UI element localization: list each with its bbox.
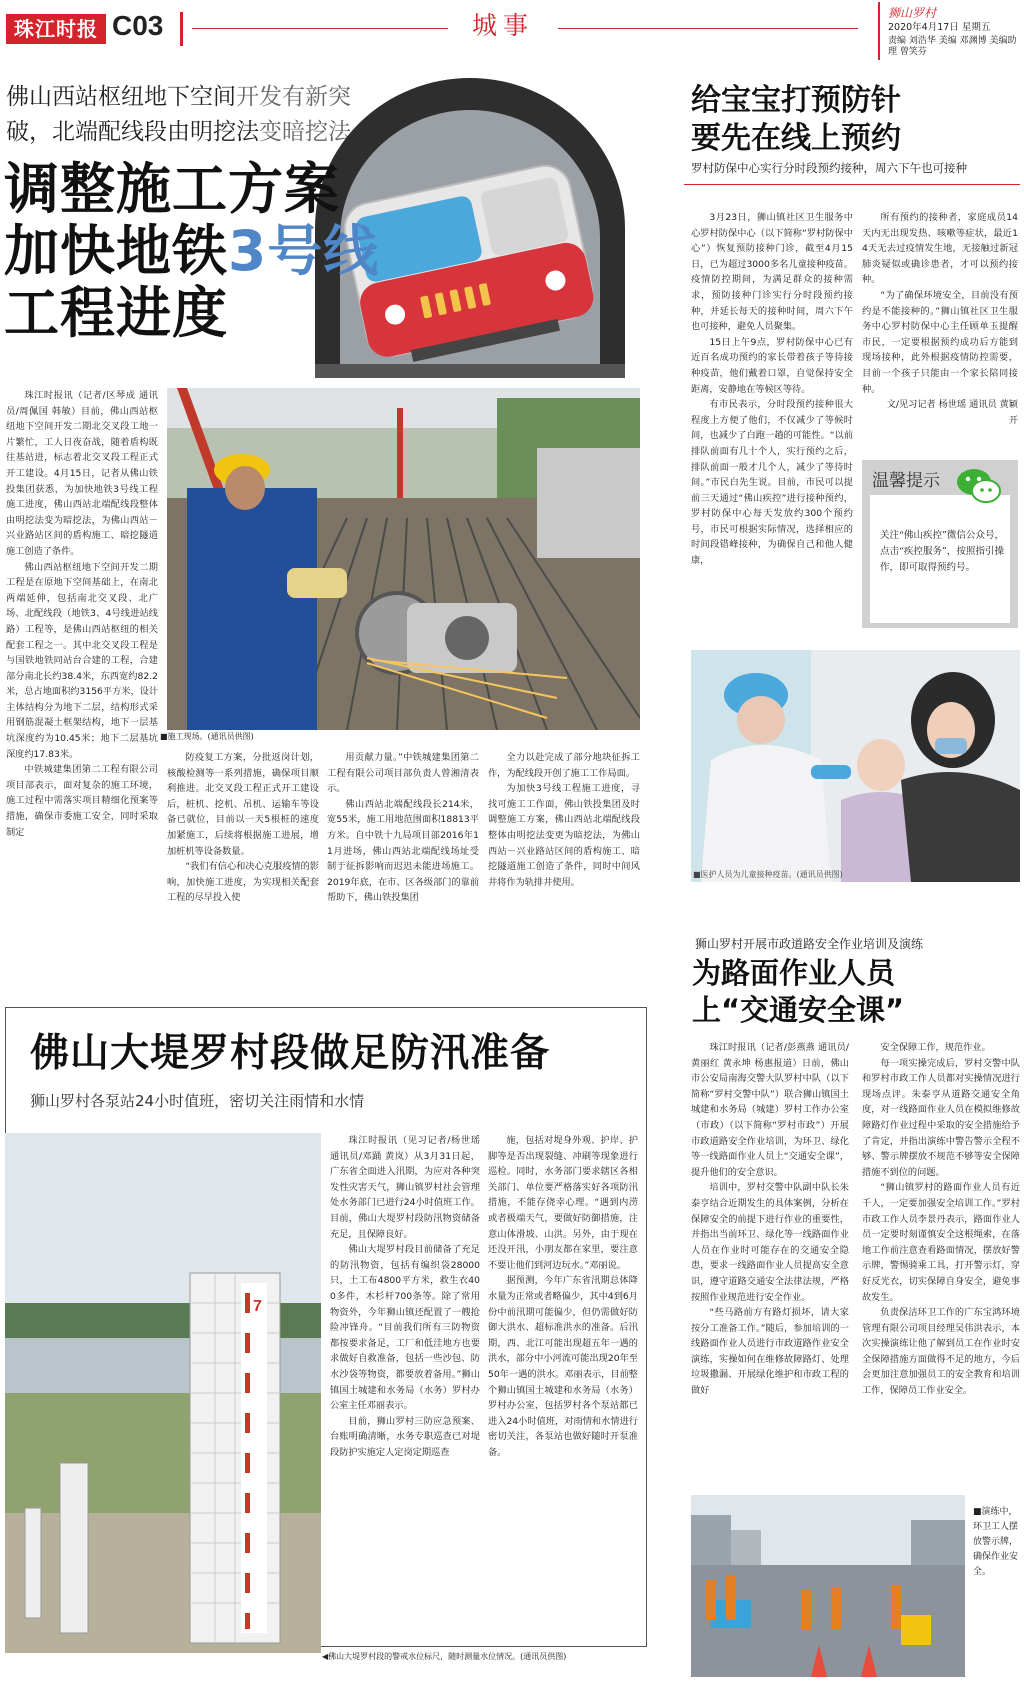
photo-caption: ■施工现场。(通讯员供图) [160,732,254,741]
paragraph: 佛山西站枢纽地下空间开发二期工程是在原地下空间基础上，在南北两端延伸，包括南北交叉段、北广场、北配线段（地铁3、4号线进站线路）工程等，是佛山西站枢纽的相关配套工程之一。其中北交叉段工程是与国铁地铁同站台合建的工程，合建部分南北长约38.4米，东西宽约82.2米，总占地面积约3156平方米，设计主体结构分为地下二层，结构形式采用钢筋混凝土框架结构，地下一层基坑深度约为10.45米；地下二层基坑深度约17.83米。 [6,561,158,760]
paragraph: “些马路前方有路灯损坏，请大家按分工准备工作。”随后，参加培训的一线路面作业人员进行市政道路作业安全演练，实操如何在维修故障路灯、处理垃圾撒漏、开展绿化维护和市政工程的做好 [691,1307,849,1397]
gauge-numeral: 7 [253,1298,262,1315]
photo-caption: ■医护人员为儿童接种疫苗。(通讯员供图) [693,870,843,879]
tip-text: 关注“佛山疾控”微信公众号，点击“疾控服务”，按照指引操作，即可取得预约号。 [880,530,1004,573]
lead-headline-line: 工程进度 [4,281,229,345]
lead-headline-part: 加快地铁 [4,219,229,283]
road-column-2 [862,1040,1020,1485]
wechat-icon [955,466,1003,506]
paragraph: 据预测，今年广东省汛期总体降水量为正常或者略偏少，其中4到6月份中前汛期可能偏少，但仍需做好防御大洪水、超标准洪水的准备。后汛期，西、北江可能出现超五年一遇的洪水，部分中小河流可能出现20年至50年一遇的洪水。邓丽表示，目前整个狮山镇国土城建和水务局（水务）罗村办公室，包括罗村各个泵站都已进入24小时值班，对雨情和水情进行密切关注，各泵站也做好随时开泵准备。 [488,1275,638,1458]
section-title: 城事 [448,8,558,44]
paragraph: 有市民表示，分时段预约接种很大程度上方便了他们，不仅减少了等候时间，也减少了白跑一趟的可能性。“以前排队前面有几十个人，实行预约之后，排队前面一般才几个人，减少了等待时间。”市民白先生说。目前，市民可以提前三天通过“佛山疾控”进行接种预约，罗村防保中心每天发放约300个预约号，市民可根据实际情况，选择相应的时间段错峰接种，为确保自己和他人健康， [691,399,853,567]
water-gauge-image [5,1133,321,1653]
flood-subheadline: 狮山罗村各泵站24小时值班，密切关注雨情和水情 [30,1092,365,1110]
paragraph: “为了确保环境安全，目前没有预约是不能接种的。”狮山镇社区卫生服务中心罗村防保中心主任顾单玉提醒市民，一定要根据预约成功后方能到现场接种，此外根据疫情防控需要，目前一个孩子只能由一个家长陪同接种。 [862,289,1018,395]
construction-site-photo [167,388,640,730]
water-gauge-photo [5,1133,321,1653]
paragraph: 每一项实操完成后，罗村交警中队和罗村市政工作人员都对实操情况进行现场点评。朱泰亨从道路交通安全角度，对一线路面作业人员在模拟维修故障路灯作业过程中采取的安全措施给予了肯定，并指出演练中警告警示全程不够、警示牌摆放不规范不够等安全保障措施不到位的问题。 [862,1057,1020,1178]
paragraph: 所有预约的接种者，家庭成员14天内无出现发热、咳嗽等症状，最近14天无去过疫情发生地，无接触过新冠肺炎疑似或确诊患者，才可以预约接种。 [862,212,1018,286]
photo-caption: ◀佛山大堤罗村段的警戒水位标尺，随时测量水位情况。(通讯员供图) [322,1652,567,1661]
masthead-divider [180,12,183,46]
flood-headline: 佛山大堤罗村段做足防汛准备 [30,1031,551,1076]
road-drill-photo [691,1495,965,1677]
issue-date: 2020年4月17日 星期五 [888,22,991,33]
paragraph: 施，包括对堤身外观、护岸、护脚等是否出现裂缝、冲刷等现象进行巡检。同时，水务部门要求辖区各相关部门、单位要严格落实好各项防汛措施，不能存侥幸心理。“遇到内涝或者极端天气，要做好防御措施，注意山体滑坡、山洪。另外，由于现在还没开汛，小朋友都在家里，要注意不要让他们到河边玩水。”邓丽说。 [488,1135,638,1271]
paragraph: 目前，狮山罗村三防应急预案、台账明确清晰，水务专职巡查已对堤段防护实施定人定岗定期巡查 [330,1415,480,1458]
construction-site-image [167,388,640,730]
paragraph: 全力以赴完成了部分地块征拆工作，为配线段开创了施工工作局面。 [488,752,640,779]
lead-headline [4,158,404,344]
paragraph: 珠江时报讯（记者/区琴成 通讯员/周佩国 韩敏）目前，佛山西站枢纽地下空间开发二期北交叉段工地一片繁忙，工人日夜奋战，随着盾构既往基站进，标志着北交叉段工程正式开工建设。4月15日，记者从佛山铁投集团获悉，为加快地铁3号线工程施工进度，佛山西站北端配线段整体由明挖法变为暗挖法，为佛山西站－兴业路站区间的盾构施工、暗挖隧道施工创造了条件。 [6,390,158,557]
paragraph: 中铁城建集团第二工程有限公司项目部表示，面对复杂的施工环境，施工过程中需落实项目精细化预案等措施，确保市委施工安全，同时采取制定 [6,764,158,838]
vaccine-subheadline: 罗村防保中心实行分时段预约接种，周六下午也可接种 [691,161,967,175]
vaccine-headline [691,82,1021,158]
paragraph: “我们有信心和决心克服疫情的影响，加快施工进度，为实现相关配套工程的尽早投入使 [167,861,319,904]
road-kicker: 狮山罗村开展市政道路安全作业培训及演练 [695,937,924,951]
road-headline-line: 上“交通安全课” [692,993,905,1027]
paragraph: 为加快3号线工程施工进度，寻找可施工工作面，佛山铁投集团及时调整施工方案，佛山西站北端配线段整体由明挖法变更为暗挖法，为佛山西站－兴业路站区间的盾构施工、暗挖隧道施工创造了条件，同时中间风井将作为轨排井使用。 [488,783,640,888]
paragraph: 安全保障工作，规范作业。 [880,1042,991,1053]
paragraph: 珠江时报讯（见习记者/杨世瑶 通讯员/邓踊 黄岚）从3月31日起，广东省全面进入汛期，为应对各种突发性灾害天气，狮山镇罗村社会管理处水务部门已进行24小时值班工作。目前，佛山大堤罗村段防汛物资储备充足，且保障良好。 [330,1135,480,1240]
paragraph: 佛山大堤罗村段目前储备了充足的防汛物资，包括有编织袋28000只，土工布4800平方米，救生衣400多件，木杉杆700条等。除了常用物资外，今年狮山镇还配置了一艘抢险冲锋舟。“目前我们所有三防物资都按要求备足，工厂和低洼地方也要求做好自救准备，包括一些沙包、防水沙袋等物资，都要放着备用。”狮山镇国土城建和水务局（水务）罗村办公室主任邓丽表示。 [330,1244,480,1412]
vaccine-rule [684,184,1020,185]
photo-caption: ■演练中，环卫工人摆放警示牌，确保作业安全。 [973,1507,1019,1577]
paragraph: 佛山西站北端配线段长214米，宽55米，施工用地范围面积18813平方米。自中铁十九局项目部2016年11月进场，佛山西站北端配线场址受制于征拆影响而迟迟未能进场施工。2019年底，在市、区各级部门的靠前帮助下，佛山铁投集团 [327,798,479,904]
paragraph: 负责保洁环卫工作的广东宝鸿环境管理有限公司项目经理吴伟洪表示，本次实操演练让他了解到员工在作业时安全保障措施方面做得不足的地方，今后会更加注意加强员工的安全教育和培训工作，保障员工作业安全。 [862,1307,1020,1397]
editor-credits: 责编 刘浩华 美编 邓渊博 美编助理 曾笑芬 [888,36,1017,57]
vaccine-column-2 [862,210,1018,450]
paragraph: 珠江时报讯（记者/彭燕燕 通讯员/黄丽红 黄永坤 杨惠报道）日前，佛山市公安局南海交警大队罗村中队（以下简称“罗村交警中队”）联合狮山镇国土城建和水务局（城建）罗村工作办公室（市政）（以下简称“罗村市政”）开展市政道路安全作业培训，为环卫、绿化等一线路面作业人员上“交通安全课”，提升他们的安全意识。 [691,1042,849,1178]
road-headline-line: 为路面作业人员 [692,956,896,990]
lead-headline-line [4,220,404,282]
paragraph: 15日上午9点，罗村防保中心已有近百名成功预约的家长带着孩子等待接种疫苗，他们戴着口罩，自觉保持安全距离，安静地在等候区等待。 [691,336,853,395]
edition-brand: 狮山罗村 [888,6,937,20]
road-column-1 [691,1040,849,1485]
lead-column-1 [6,388,158,934]
lead-column-4 [488,750,640,934]
vaccine-column-1 [691,210,853,640]
paragraph: 防疫复工方案，分批返岗计划，核酸检测等一系列措施，确保项目顺利推进。北交叉段工程正式开工建设后，桩机、挖机、吊机、运输车等设备已就位，目前以一天5根桩的速度加紧施工，后续将根据施工进展，增加桩机等设备数量。 [167,752,319,857]
paragraph: 培训中，罗村交警中队副中队长朱泰亨结合近期发生的具体案例，分析在保障安全的前提下进行作业的重要性，并指出当前环卫、绿化等一线路面作业人员在作业时可能存在的交通安全隐患，要求一线路面作业人员提高安全意识，遵守道路交通安全法律法规，严格按照作业规范进行安全作业。 [691,1182,849,1303]
lead-kicker-part: 破，北端配线段由明挖法 [6,119,259,145]
newspaper-logo: 珠江时报 [6,14,106,44]
lead-column-2 [167,750,319,934]
line-3-highlight: 3号线 [228,219,380,283]
lead-column-3 [327,750,479,934]
vaccine-headline-line: 要先在线上预约 [691,121,901,156]
byline: 文/见习记者 杨世瑶 通讯员 黄颖开 [886,399,1018,426]
lead-kicker-part: 开发有新突 [236,84,351,110]
road-headline [692,955,1022,1029]
paragraph: 3月23日，狮山镇社区卫生服务中心罗村防保中心（以下简称“罗村防保中心”）恢复预防接种门诊，截至4月15日，已为超过3000多名儿童接种疫苗。疫情防控期间，为满足群众的接种需求，预防接种门诊实行分时段预约接种，并延长每天的接种时间，周六下午也可接种，避免人员聚集。 [691,212,853,333]
flood-column-2 [488,1133,638,1645]
lead-kicker-part: 变暗挖法 [259,119,351,145]
paragraph: “狮山镇罗村的路面作业人员有近千人，一定要加强安全培训工作。”罗村市政工作人员李景丹表示，路面作业人员一定要时刻谨慎安全这根绳索，在落地工作前注意查看路面情况，摆放好警示牌，警惕骑乘工具，打开警示灯，穿好反光衣，切实保障自身安全，避免事故发生。 [862,1182,1020,1303]
vaccine-headline-line: 给宝宝打预防针 [691,83,901,118]
lead-headline-line: 调整施工方案 [4,157,341,221]
road-drill-image [691,1495,965,1677]
vaccination-photo [691,650,1020,882]
tip-title: 温馨提示 [872,471,940,491]
page-number: C03 [112,10,164,41]
flood-column-1 [330,1133,480,1645]
vaccination-image [691,650,1020,882]
paragraph: 用贡献力量。”中铁城建集团第二工程有限公司项目部负责人曾湘清表示。 [327,752,479,795]
lead-kicker-part: 佛山西站枢纽地下空间 [6,84,236,110]
